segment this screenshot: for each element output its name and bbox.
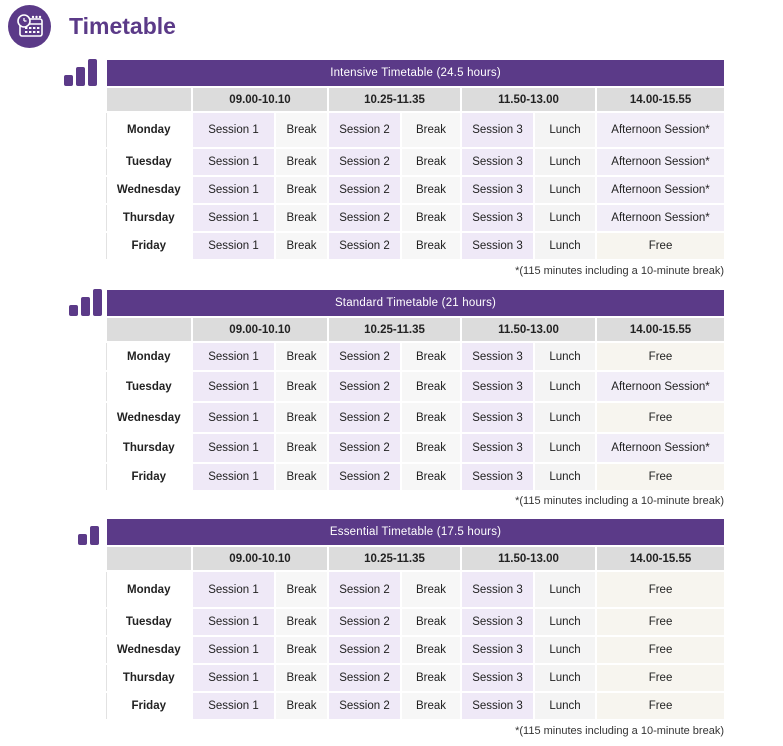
lunch-cell: Lunch: [534, 371, 596, 402]
session-cell: Session 3: [461, 232, 534, 260]
break-cell: Break: [275, 571, 328, 608]
free-cell: Free: [596, 608, 725, 636]
free-cell: Free: [596, 402, 725, 433]
afternoon-cell: Afternoon Session*: [596, 371, 725, 402]
table-row: [106, 148, 725, 176]
table-row: [106, 176, 725, 204]
break-cell: Break: [401, 608, 461, 636]
timetable-title: Essential Timetable (17.5 hours): [106, 518, 725, 546]
calendar-clock-icon: [8, 5, 51, 48]
break-cell: Break: [275, 433, 328, 463]
session-cell: Session 2: [328, 402, 401, 433]
session-cell: Session 2: [328, 664, 401, 692]
session-cell: Session 3: [461, 664, 534, 692]
lunch-cell: Lunch: [534, 608, 596, 636]
break-cell: Break: [401, 342, 461, 371]
session-cell: Session 3: [461, 402, 534, 433]
table-row: [106, 204, 725, 232]
session-cell: Session 1: [192, 342, 275, 371]
free-cell: Free: [596, 342, 725, 371]
time-slot-4: 14.00-15.55: [596, 317, 725, 342]
table-row: [106, 571, 725, 608]
break-cell: Break: [401, 232, 461, 260]
break-cell: Break: [401, 571, 461, 608]
day-cell: Tuesday: [106, 148, 192, 176]
break-cell: Break: [401, 664, 461, 692]
table-row: [106, 232, 725, 260]
footnote: *(115 minutes including a 10-minute break): [515, 725, 724, 737]
break-cell: Break: [275, 232, 328, 260]
session-cell: Session 1: [192, 571, 275, 608]
afternoon-cell: Afternoon Session*: [596, 112, 725, 148]
break-cell: Break: [401, 636, 461, 664]
session-cell: Session 2: [328, 571, 401, 608]
session-cell: Session 3: [461, 342, 534, 371]
time-slot-2: 10.25-11.35: [328, 87, 461, 112]
session-cell: Session 1: [192, 433, 275, 463]
day-cell: Wednesday: [106, 636, 192, 664]
session-cell: Session 3: [461, 433, 534, 463]
session-cell: Session 2: [328, 232, 401, 260]
break-cell: Break: [275, 608, 328, 636]
session-cell: Session 2: [328, 636, 401, 664]
level-3-bars-icon: [64, 58, 100, 88]
corner-cell: [106, 317, 192, 342]
session-cell: Session 3: [461, 148, 534, 176]
lunch-cell: Lunch: [534, 433, 596, 463]
time-slot-4: 14.00-15.55: [596, 546, 725, 571]
afternoon-cell: Afternoon Session*: [596, 148, 725, 176]
free-cell: Free: [596, 571, 725, 608]
lunch-cell: Lunch: [534, 664, 596, 692]
session-cell: Session 3: [461, 692, 534, 720]
break-cell: Break: [401, 204, 461, 232]
time-slot-1: 09.00-10.10: [192, 546, 328, 571]
day-cell: Friday: [106, 463, 192, 491]
lunch-cell: Lunch: [534, 402, 596, 433]
break-cell: Break: [401, 402, 461, 433]
session-cell: Session 1: [192, 692, 275, 720]
day-cell: Friday: [106, 232, 192, 260]
footnote: *(115 minutes including a 10-minute break): [515, 495, 724, 507]
break-cell: Break: [275, 176, 328, 204]
day-cell: Wednesday: [106, 402, 192, 433]
day-cell: Thursday: [106, 433, 192, 463]
lunch-cell: Lunch: [534, 571, 596, 608]
day-cell: Monday: [106, 342, 192, 371]
day-cell: Monday: [106, 112, 192, 148]
afternoon-cell: Afternoon Session*: [596, 204, 725, 232]
corner-cell: [106, 546, 192, 571]
lunch-cell: Lunch: [534, 232, 596, 260]
free-cell: Free: [596, 463, 725, 491]
break-cell: Break: [401, 433, 461, 463]
session-cell: Session 2: [328, 433, 401, 463]
afternoon-cell: Afternoon Session*: [596, 433, 725, 463]
table-row: [106, 664, 725, 692]
session-cell: Session 1: [192, 204, 275, 232]
timetable-title: Standard Timetable (21 hours): [106, 289, 725, 317]
day-cell: Wednesday: [106, 176, 192, 204]
session-cell: Session 2: [328, 204, 401, 232]
lunch-cell: Lunch: [534, 176, 596, 204]
timetable-standard: [64, 288, 724, 513]
lunch-cell: Lunch: [534, 204, 596, 232]
session-cell: Session 3: [461, 204, 534, 232]
table-row: [106, 371, 725, 402]
session-cell: Session 2: [328, 463, 401, 491]
break-cell: Break: [401, 148, 461, 176]
table-row: [106, 402, 725, 433]
timetable-table: [105, 517, 726, 721]
session-cell: Session 2: [328, 608, 401, 636]
break-cell: Break: [275, 204, 328, 232]
lunch-cell: Lunch: [534, 148, 596, 176]
corner-cell: [106, 87, 192, 112]
table-row: [106, 433, 725, 463]
free-cell: Free: [596, 664, 725, 692]
lunch-cell: Lunch: [534, 342, 596, 371]
session-cell: Session 1: [192, 463, 275, 491]
day-cell: Thursday: [106, 664, 192, 692]
time-slot-2: 10.25-11.35: [328, 317, 461, 342]
day-cell: Tuesday: [106, 371, 192, 402]
page-header: [8, 4, 176, 48]
break-cell: Break: [401, 692, 461, 720]
break-cell: Break: [275, 664, 328, 692]
session-cell: Session 1: [192, 371, 275, 402]
session-cell: Session 1: [192, 176, 275, 204]
lunch-cell: Lunch: [534, 692, 596, 720]
table-row: [106, 463, 725, 491]
break-cell: Break: [275, 148, 328, 176]
table-row: [106, 112, 725, 148]
session-cell: Session 3: [461, 608, 534, 636]
session-cell: Session 3: [461, 176, 534, 204]
time-slot-3: 11.50-13.00: [461, 87, 596, 112]
timetable-intensive: [64, 58, 724, 283]
session-cell: Session 2: [328, 371, 401, 402]
session-cell: Session 3: [461, 112, 534, 148]
session-cell: Session 2: [328, 176, 401, 204]
day-cell: Thursday: [106, 204, 192, 232]
table-row: [106, 636, 725, 664]
timetable-title: Intensive Timetable (24.5 hours): [106, 59, 725, 87]
footnote: *(115 minutes including a 10-minute break): [515, 265, 724, 277]
break-cell: Break: [275, 342, 328, 371]
session-cell: Session 1: [192, 112, 275, 148]
time-slot-2: 10.25-11.35: [328, 546, 461, 571]
break-cell: Break: [275, 402, 328, 433]
level-2-bars-icon: [69, 288, 105, 318]
session-cell: Session 1: [192, 608, 275, 636]
break-cell: Break: [275, 371, 328, 402]
break-cell: Break: [401, 112, 461, 148]
lunch-cell: Lunch: [534, 463, 596, 491]
timetable-essential: [64, 517, 724, 742]
break-cell: Break: [401, 463, 461, 491]
free-cell: Free: [596, 232, 725, 260]
session-cell: Session 2: [328, 692, 401, 720]
timetable-table: [105, 58, 726, 261]
time-slot-4: 14.00-15.55: [596, 87, 725, 112]
session-cell: Session 3: [461, 463, 534, 491]
time-slot-3: 11.50-13.00: [461, 546, 596, 571]
table-row: [106, 342, 725, 371]
day-cell: Friday: [106, 692, 192, 720]
break-cell: Break: [275, 692, 328, 720]
session-cell: Session 1: [192, 636, 275, 664]
session-cell: Session 3: [461, 571, 534, 608]
table-row: [106, 692, 725, 720]
afternoon-cell: Afternoon Session*: [596, 176, 725, 204]
session-cell: Session 2: [328, 342, 401, 371]
time-slot-3: 11.50-13.00: [461, 317, 596, 342]
lunch-cell: Lunch: [534, 112, 596, 148]
free-cell: Free: [596, 692, 725, 720]
session-cell: Session 3: [461, 371, 534, 402]
break-cell: Break: [401, 371, 461, 402]
session-cell: Session 2: [328, 112, 401, 148]
session-cell: Session 1: [192, 402, 275, 433]
time-slot-1: 09.00-10.10: [192, 317, 328, 342]
page-title: Timetable: [69, 12, 176, 39]
break-cell: Break: [275, 636, 328, 664]
break-cell: Break: [401, 176, 461, 204]
time-slot-1: 09.00-10.10: [192, 87, 328, 112]
lunch-cell: Lunch: [534, 636, 596, 664]
table-row: [106, 608, 725, 636]
session-cell: Session 1: [192, 664, 275, 692]
session-cell: Session 1: [192, 148, 275, 176]
free-cell: Free: [596, 636, 725, 664]
session-cell: Session 1: [192, 232, 275, 260]
session-cell: Session 3: [461, 636, 534, 664]
break-cell: Break: [275, 463, 328, 491]
day-cell: Monday: [106, 571, 192, 608]
timetable-table: [105, 288, 726, 492]
break-cell: Break: [275, 112, 328, 148]
session-cell: Session 2: [328, 148, 401, 176]
day-cell: Tuesday: [106, 608, 192, 636]
